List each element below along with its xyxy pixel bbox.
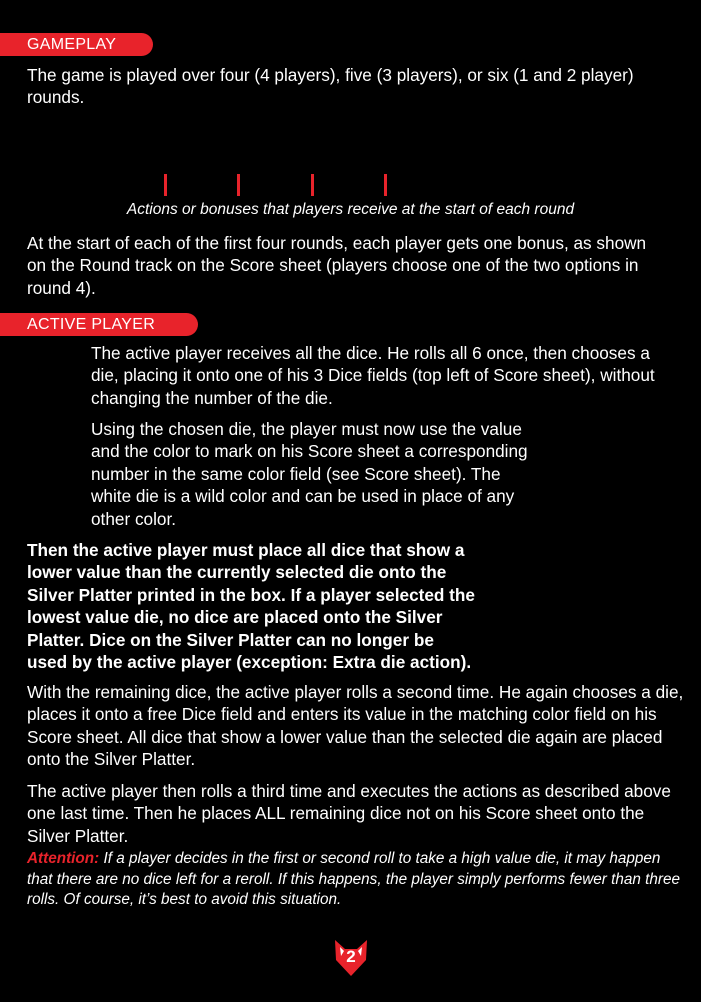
round-track-caption: Actions or bonuses that players receive at the start of each round [126, 201, 575, 218]
attention-note [27, 849, 687, 911]
active-player-paragraph-3: Then the active player must place all dice that show a lower value than the currently selected die onto the Silver Platter printed in the box. If a player selected the lowest value die, no dice are placed onto the Silver Platter. Dice on the Silver Platter can no longer be used by the active player (exception: Extra die action). [27, 540, 475, 673]
section-header-gameplay [0, 33, 153, 56]
active-player-paragraph-5: The active player then rolls a third time and executes the actions as described above one last time. Then he places ALL remaining dice not on his Score sheet onto the Silver Platter. [27, 781, 671, 846]
attention-label: Attention: [27, 850, 100, 867]
page-number-badge [332, 938, 370, 978]
round-divider [311, 174, 314, 196]
active-player-paragraph-2: Using the chosen die, the player must now use the value and the color to mark on his Score sheet a corresponding number in the same color field (see Score sheet). The white die is a wild color and can be used in place of any other color. [91, 419, 528, 529]
section-title: GAMEPLAY [27, 36, 117, 53]
active-player-paragraph-1: The active player receives all the dice. He rolls all 6 once, then chooses a die, placing it onto one of his 3 Dice fields (top left of Score sheet), without changing the number of the die. [91, 343, 655, 408]
page-number: 2 [346, 947, 356, 966]
gameplay-intro: The game is played over four (4 players), five (3 players), or six (1 and 2 player) rounds. [27, 65, 634, 108]
bonus-paragraph: At the start of each of the first four rounds, each player gets one bonus, as shown on the Round track on the Score sheet (players choose one of the two options in round 4). [27, 233, 647, 298]
section-header-active-player [0, 313, 198, 336]
active-player-paragraph-4: With the remaining dice, the active player rolls a second time. He again chooses a die, places it onto a free Dice field and enters its value in the matching color field on his Score sheet. All dice that show a lower value than the selected die again are placed onto the Silver Platter. [27, 682, 684, 770]
round-divider [384, 174, 387, 196]
section-title: ACTIVE PLAYER [27, 316, 156, 333]
round-divider [164, 174, 167, 196]
attention-text: If a player decides in the first or second roll to take a high value die, it may happen that there are no dice left for a reroll. If this happens, the player simply performs fewer than three rolls. Of course, it’s best to avoid this situation. [27, 850, 680, 908]
round-divider [237, 174, 240, 196]
